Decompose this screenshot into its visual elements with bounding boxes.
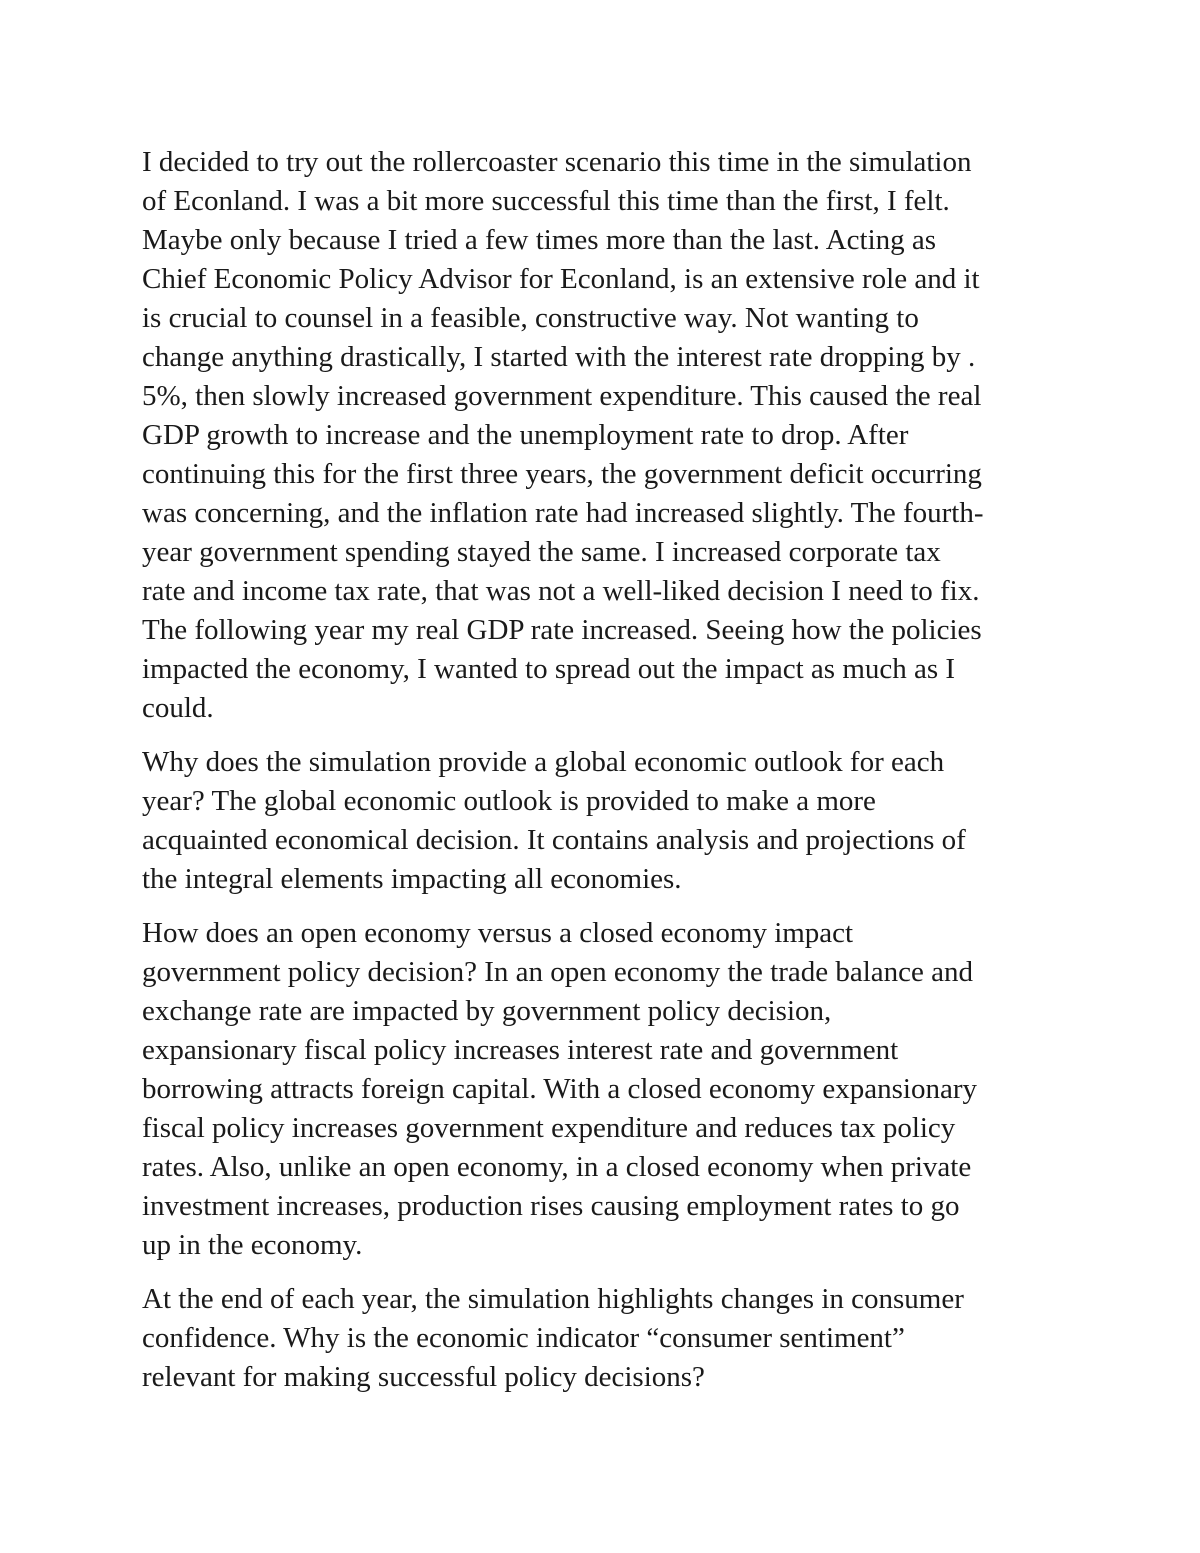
text-line: expansionary fiscal policy increases interest rate and government xyxy=(142,1034,899,1066)
paragraph-open-vs-closed-economy xyxy=(142,914,1062,1265)
paragraph-global-outlook xyxy=(142,743,1062,899)
document-body xyxy=(142,143,1062,1412)
text-line: up in the economy. xyxy=(142,1229,363,1261)
text-line: exchange rate are impacted by government policy decision, xyxy=(142,995,832,1027)
text-line: investment increases, production rises causing employment rates to go xyxy=(142,1190,960,1222)
text-line: Chief Economic Policy Advisor for Econland, is an extensive role and it xyxy=(142,263,980,295)
text-line: Maybe only because I tried a few times more than the last. Acting as xyxy=(142,224,937,256)
text-line: The following year my real GDP rate increased. Seeing how the policies xyxy=(142,614,982,646)
text-line: fiscal policy increases government expenditure and reduces tax policy xyxy=(142,1112,956,1144)
text-line: borrowing attracts foreign capital. With a closed economy expansionary xyxy=(142,1073,977,1105)
text-line: is crucial to counsel in a feasible, constructive way. Not wanting to xyxy=(142,302,919,334)
text-line: Why does the simulation provide a global economic outlook for each xyxy=(142,746,945,778)
text-line: confidence. Why is the economic indicator “consumer sentiment” xyxy=(142,1322,905,1354)
text-line: rates. Also, unlike an open economy, in a closed economy when private xyxy=(142,1151,972,1183)
text-line: How does an open economy versus a closed economy impact xyxy=(142,917,854,949)
text-line: year government spending stayed the same. I increased corporate tax xyxy=(142,536,941,568)
text-line: GDP growth to increase and the unemployment rate to drop. After xyxy=(142,419,909,451)
text-line: government policy decision? In an open economy the trade balance and xyxy=(142,956,974,988)
text-line: At the end of each year, the simulation highlights changes in consumer xyxy=(142,1283,964,1315)
text-line: rate and income tax rate, that was not a well-liked decision I need to fix. xyxy=(142,575,980,607)
text-line: the integral elements impacting all economies. xyxy=(142,863,682,895)
text-line: of Econland. I was a bit more successful this time than the first, I felt. xyxy=(142,185,950,217)
paragraph-simulation-experience xyxy=(142,143,1062,728)
text-line: relevant for making successful policy decisions? xyxy=(142,1361,705,1393)
text-line: impacted the economy, I wanted to spread out the impact as much as I xyxy=(142,653,956,685)
text-line: continuing this for the first three years, the government deficit occurring xyxy=(142,458,982,490)
text-line: could. xyxy=(142,692,214,724)
paragraph-consumer-sentiment xyxy=(142,1280,1062,1397)
text-line: acquainted economical decision. It contains analysis and projections of xyxy=(142,824,966,856)
text-line: change anything drastically, I started with the interest rate dropping by . xyxy=(142,341,976,373)
text-line: I decided to try out the rollercoaster scenario this time in the simulation xyxy=(142,146,972,178)
text-line: year? The global economic outlook is provided to make a more xyxy=(142,785,876,817)
text-line: was concerning, and the inflation rate had increased slightly. The fourth- xyxy=(142,497,984,529)
text-line: 5%, then slowly increased government expenditure. This caused the real xyxy=(142,380,982,412)
